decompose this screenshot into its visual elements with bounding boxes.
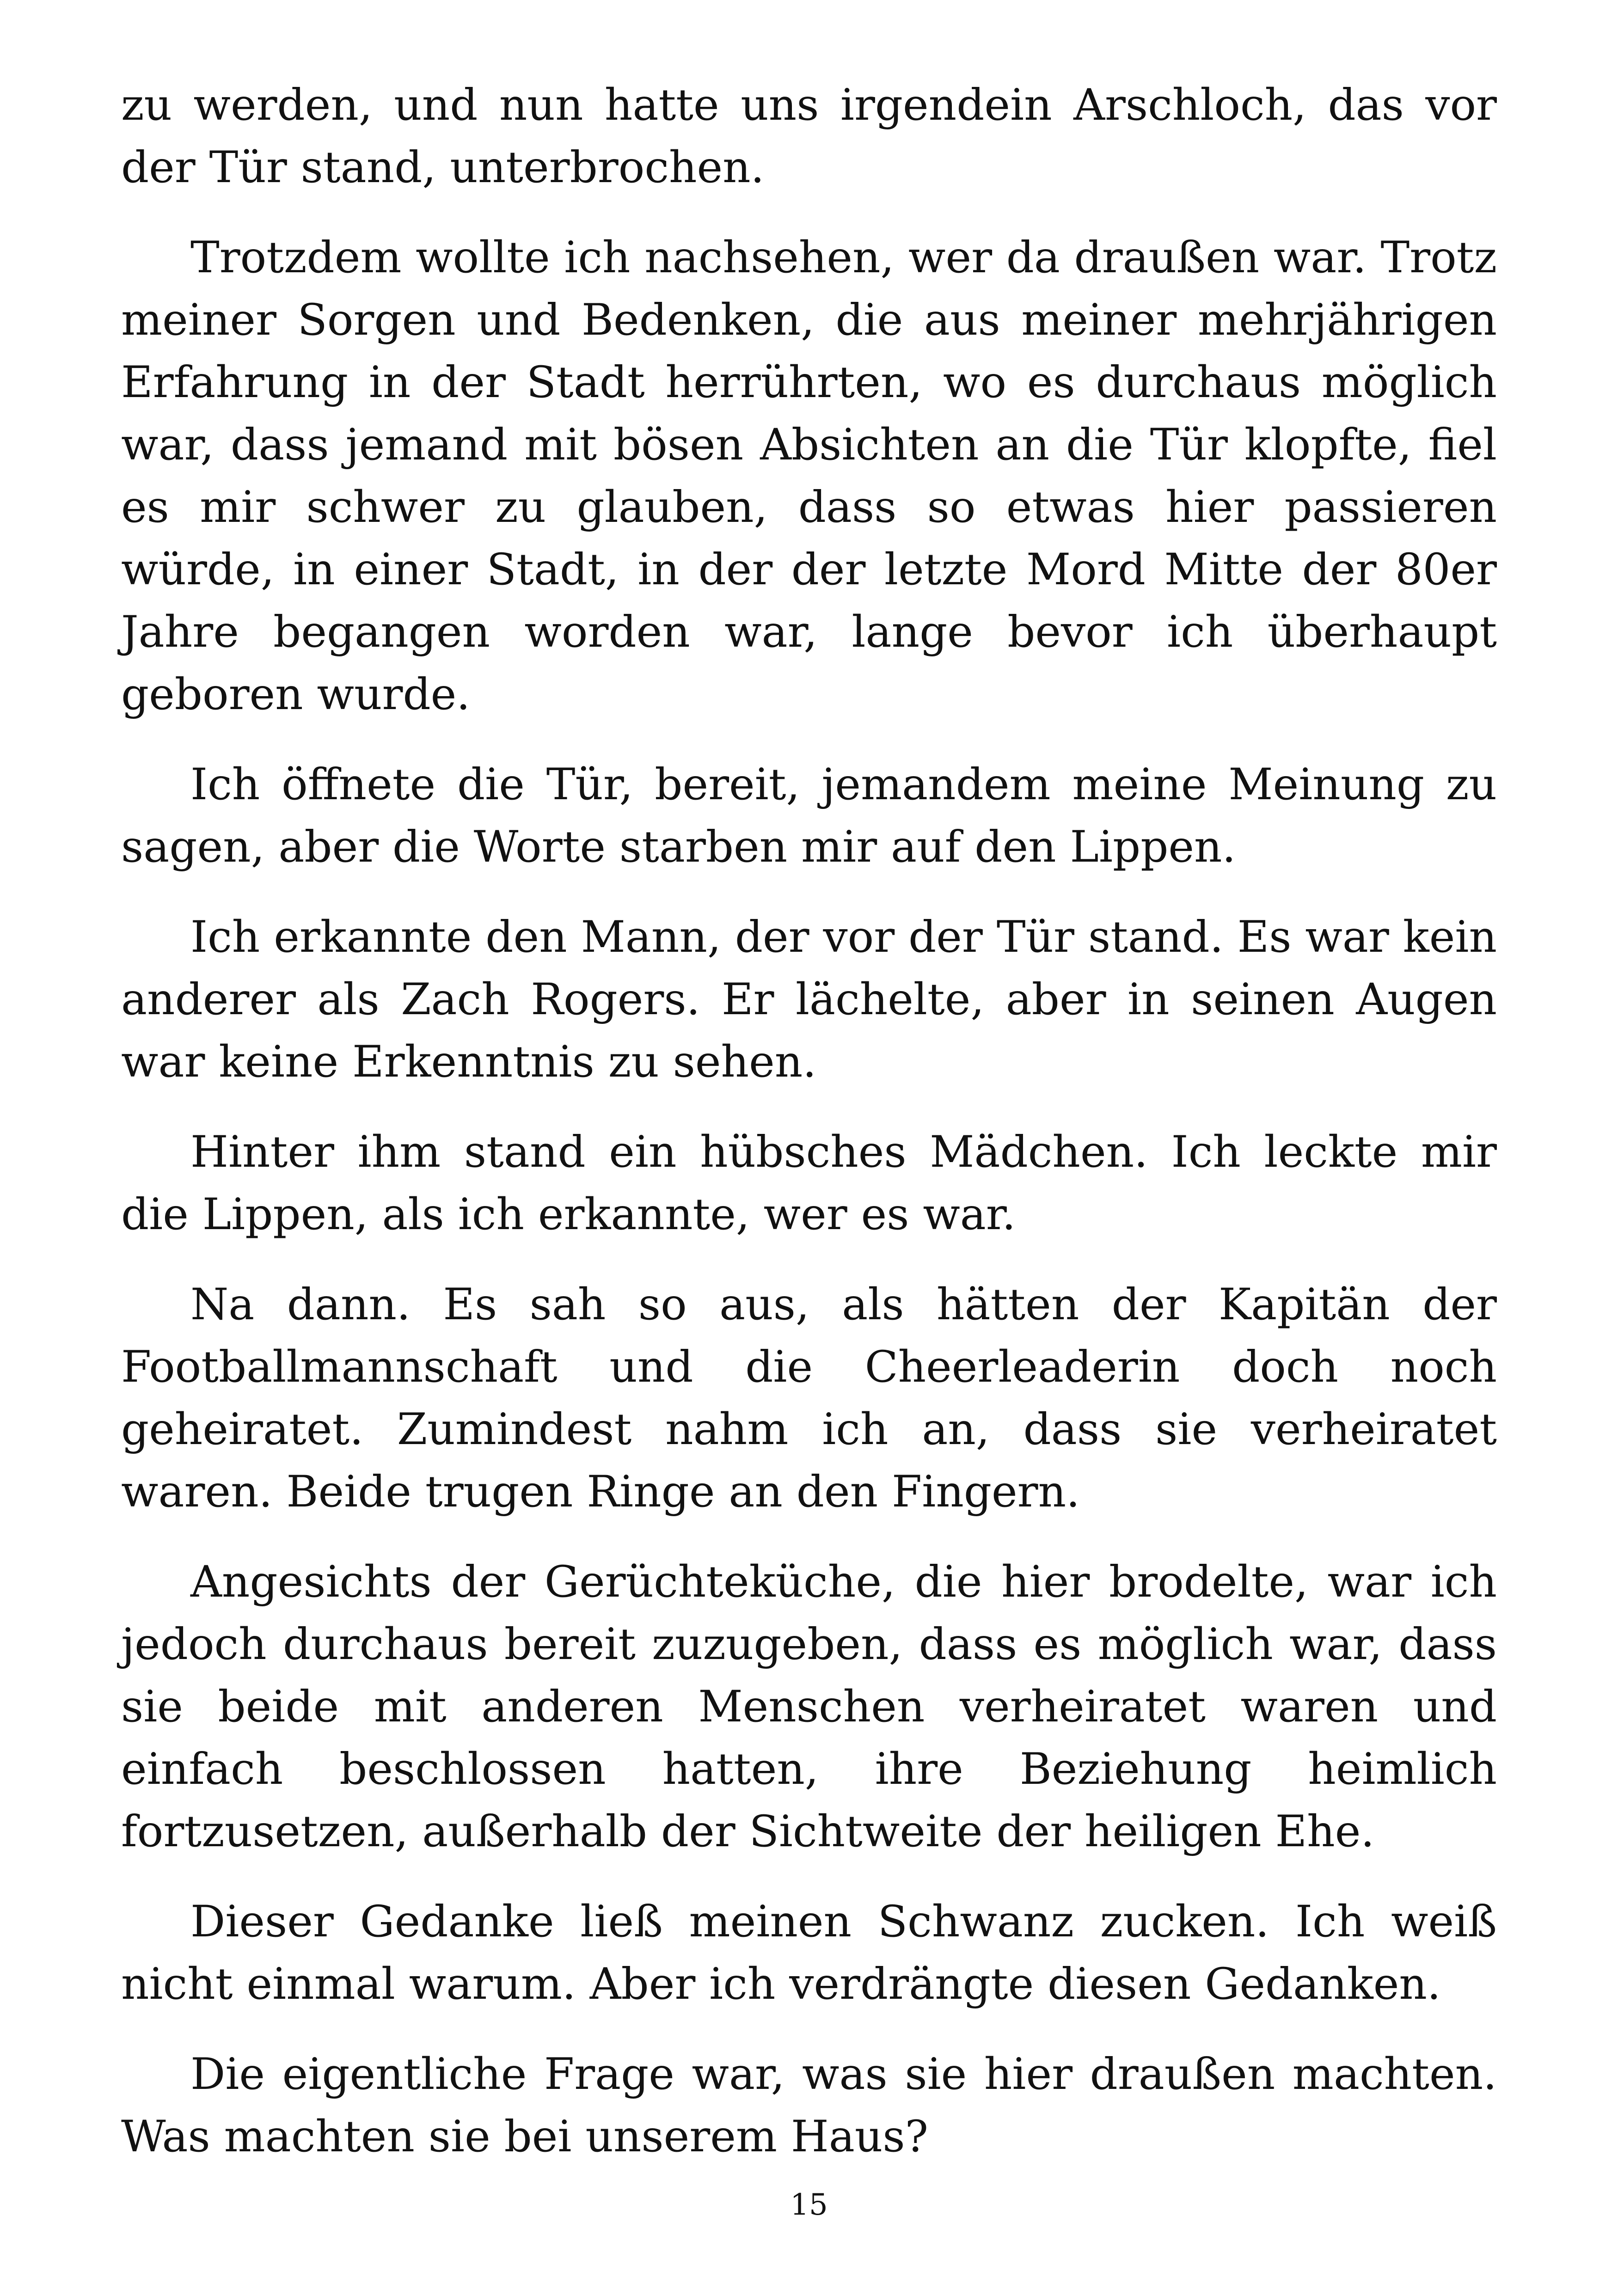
paragraph-4: Ich erkannte den Mann, der vor der Tür stand. Es war kein anderer als Zach Rogers. Er lächelte, aber in seinen Augen war keine Erkenntnis zu sehen.: [121, 912, 1497, 1087]
paragraph-6: Na dann. Es sah so aus, als hätten der Kapitän der Footballmannschaft und die Cheerleaderin doch noch geheiratet. Zumindest nahm ich an, dass sie verheiratet waren. Beide trugen Ringe an den Fingern.: [121, 1280, 1497, 1517]
paragraph-1: zu werden, und nun hatte uns irgendein Arschloch, das vor der Tür stand, unterbrochen.: [121, 80, 1497, 193]
paragraph-3: Ich öffnete die Tür, bereit, jemandem meine Meinung zu sagen, aber die Worte starben mir auf den Lippen.: [121, 759, 1497, 872]
paragraph-9: Die eigentliche Frage war, was sie hier draußen machten. Was machten sie bei unserem Haus?: [121, 2049, 1497, 2162]
paragraph-5: Hinter ihm stand ein hübsches Mädchen. Ich leckte mir die Lippen, als ich erkannte, wer es war.: [121, 1127, 1497, 1240]
body-text: [121, 74, 1497, 2196]
paragraph-8: Dieser Gedanke ließ meinen Schwanz zucken. Ich weiß nicht einmal warum. Aber ich verdrängte diesen Gedanken.: [121, 1897, 1497, 2009]
page-number: 15: [790, 2188, 828, 2222]
paragraph-7: Angesichts der Gerüchteküche, die hier brodelte, war ich jedoch durchaus bereit zuzugeben, dass es möglich war, dass sie beide mit anderen Menschen verheiratet waren und einfach beschlossen hatten, ihre Beziehung heimlich fortzusetzen, außerhalb der Sichtweite der heiligen Ehe.: [121, 1557, 1497, 1857]
paragraph-2: Trotzdem wollte ich nachsehen, wer da draußen war. Trotz meiner Sorgen und Bedenken, die aus meiner mehrjährigen Erfahrung in der Stadt herrührten, wo es durchaus möglich war, dass jemand mit bösen Absichten an die Tür klopfte, fiel es mir schwer zu glauben, dass so etwas hier passieren würde, in einer Stadt, in der der letzte Mord Mitte der 80er Jahre begangen worden war, lange bevor ich überhaupt geboren wurde.: [121, 233, 1497, 720]
